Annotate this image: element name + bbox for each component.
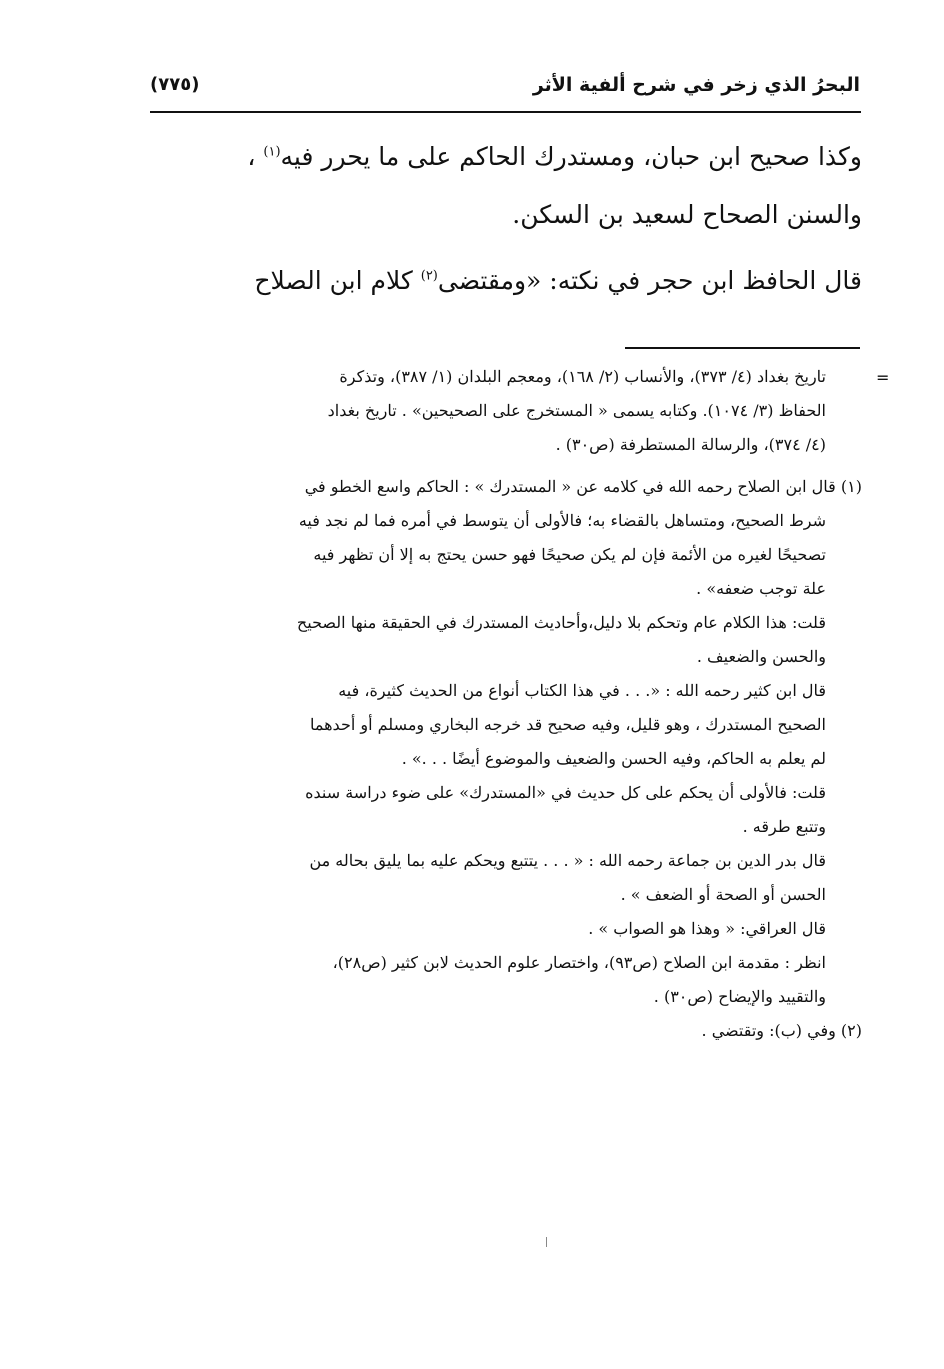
- footnote-1-line: (١) قال ابن الصلاح رحمه الله في كلامه عن « المستدرك » : الحاكم واسع الخطو في: [304, 477, 862, 496]
- header-rule: [150, 111, 861, 113]
- main-line: والسنن الصحاح لسعيد بن السكن.: [512, 200, 862, 229]
- main-line-punct: ،: [247, 142, 256, 171]
- footnote-line: قلت: فالأولى أن يحكم على كل حديث في «المستدرك» على ضوء دراسة سنده: [305, 783, 826, 802]
- main-line-text: كلام ابن الصلاح: [254, 266, 413, 295]
- footnote-line: وتتبع طرقه .: [742, 817, 826, 836]
- footnote-line: قال ابن كثير رحمه الله : «. . . في هذا الكتاب أنواع من الحديث كثيرة، فيه: [338, 681, 826, 700]
- main-line: [150, 128, 862, 186]
- footnote-gap: [150, 462, 862, 470]
- footnote-separator: [625, 347, 860, 349]
- footnote-line: (٤/ ٣٧٤)، والرسالة المستطرفة (ص٣٠) .: [555, 435, 826, 454]
- main-paragraph-1: [150, 128, 862, 244]
- footnote-line: شرط الصحيح، ومتساهل بالقضاء به؛ فالأولى أن يتوسط في أمره فما لم نجد فيه: [298, 511, 826, 530]
- footnotes: [150, 360, 862, 1048]
- continuation-mark: =: [876, 368, 890, 387]
- running-header: [150, 70, 860, 110]
- scan-mark: [546, 1237, 547, 1247]
- main-line-text: قال الحافظ ابن حجر في نكته: «ومقتضى: [437, 266, 862, 295]
- footnote-line: والحسن والضعيف .: [696, 647, 826, 666]
- footnote-line: والتقييد والإيضاح (ص٣٠) .: [653, 987, 826, 1006]
- footnote-line: الحفاظ (٣/ ١٠٧٤). وكتابه يسمى « المستخرج على الصحيحين» . تاريخ بغداد: [327, 401, 826, 420]
- running-title: البحرُ الذي زخر في شرح ألفية الأثر: [532, 74, 860, 96]
- footnote-line: علة توجب ضعفه» .: [696, 579, 826, 598]
- footnote-ref-1[interactable]: (١): [263, 144, 281, 160]
- main-line: [150, 252, 862, 310]
- footnote-2-line: (٢) وفي (ب): وتقتضي .: [701, 1021, 862, 1040]
- main-text: [150, 128, 862, 310]
- main-line-text: وكذا صحيح ابن حبان، ومستدرك الحاكم على ما يحرر فيه: [280, 142, 862, 171]
- footnote-line: قال العراقي: « وهذا هو الصواب » .: [588, 919, 826, 938]
- main-paragraph-2: [150, 252, 862, 310]
- footnote-line: قلت: هذا الكلام عام وتحكم بلا دليل،وأحاديث المستدرك في الحقيقة منها الصحيح: [296, 613, 826, 632]
- page-number: (٧٧٥): [150, 74, 200, 95]
- footnote-line: الصحيح المستدرك ، وهو قليل، وفيه صحيح قد خرجه البخاري ومسلم أو أحدهما: [309, 715, 826, 734]
- footnote-ref-2[interactable]: (٢): [420, 268, 438, 284]
- footnote-line: لم يعلم به الحاكم، وفيه الحسن والضعيف والموضوع أيضًا . . .» .: [401, 749, 826, 768]
- footnote-line: تصحيحًا لغيره من الأئمة فإن لم يكن صحيحًا فهو حسن يحتج به إلا أن تظهر فيه: [313, 545, 826, 564]
- footnote-line: انظر : مقدمة ابن الصلاح (ص٩٣)، واختصار علوم الحديث لابن كثير (ص٢٨)،: [332, 953, 826, 972]
- footnote-line: قال بدر الدين بن جماعة رحمه الله : « . . . يتتبع ويحكم عليه بما يليق بحاله من: [309, 851, 826, 870]
- footnote-line: الحسن أو الصحة أو الضعف » .: [620, 885, 826, 904]
- footnote-line: تاريخ بغداد (٤/ ٣٧٣)، والأنساب (٢/ ١٦٨)، ومعجم البلدان (١/ ٣٨٧)، وتذكرة: [339, 367, 826, 386]
